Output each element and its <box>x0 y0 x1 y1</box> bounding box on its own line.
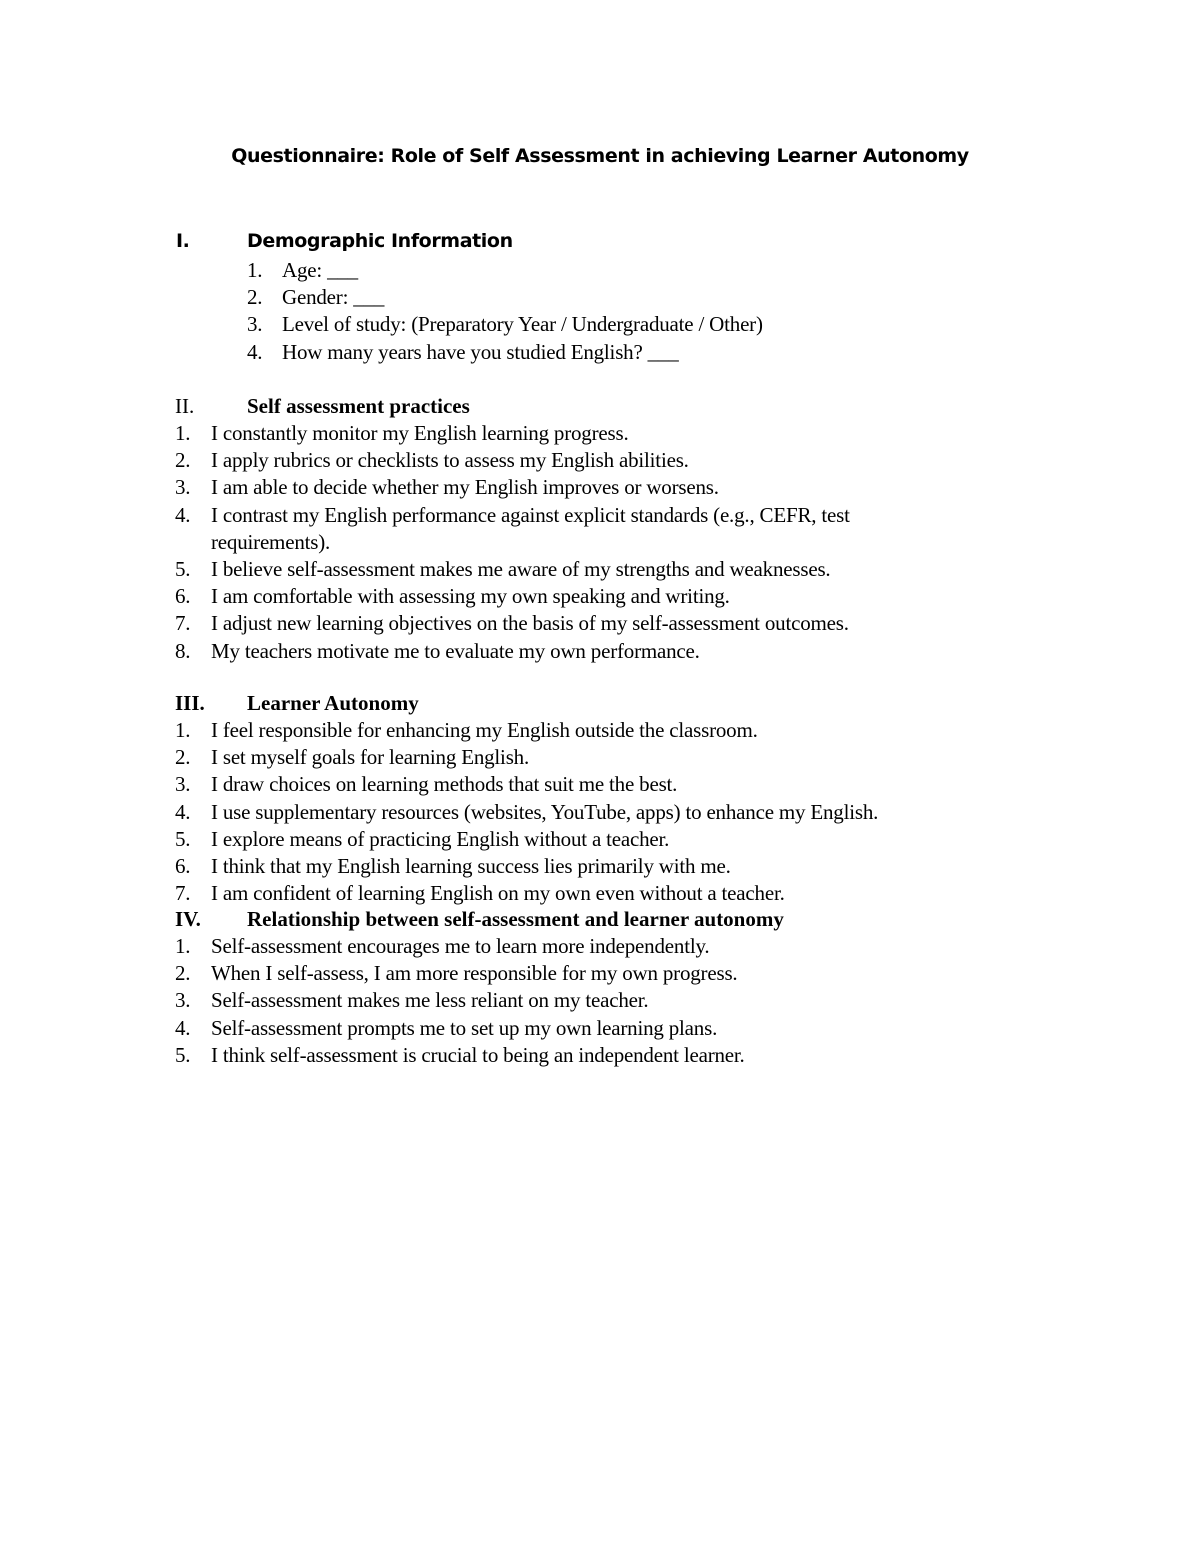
item-number: 5. <box>175 557 191 582</box>
item-text: Level of study: (Preparatory Year / Undergraduate / Other) <box>282 312 763 337</box>
list-item <box>247 257 763 284</box>
item-text: How many years have you studied English? ___ <box>282 339 679 364</box>
list-item <box>175 880 878 907</box>
item-number: 4. <box>247 339 263 364</box>
item-text: I constantly monitor my English learning progress. <box>211 421 629 445</box>
item-number: 7. <box>175 611 191 636</box>
list-item <box>247 284 763 311</box>
list-item <box>175 420 850 447</box>
item-text: I set myself goals for learning English. <box>211 745 530 770</box>
list-item <box>175 502 850 556</box>
list-item <box>247 311 763 338</box>
list-item <box>175 717 878 744</box>
list-item <box>175 987 745 1014</box>
page-title: Questionnaire: Role of Self Assessment in achieving Learner Autonomy <box>231 145 969 167</box>
section-4-number: IV. <box>175 907 201 931</box>
item-text: I apply rubrics or checklists to assess my English abilities. <box>211 448 689 473</box>
item-text: Self-assessment encourages me to learn more independently. <box>211 934 710 958</box>
section-2-heading: Self assessment practices <box>247 394 470 418</box>
item-number: 7. <box>175 881 191 906</box>
section-2-number: II. <box>175 394 195 418</box>
list-item <box>175 1015 745 1042</box>
list-item <box>175 771 878 798</box>
item-text: My teachers motivate me to evaluate my own performance. <box>211 638 700 663</box>
list-item <box>175 610 850 637</box>
item-number: 4. <box>175 502 191 527</box>
list-item <box>175 474 850 501</box>
list-item <box>175 744 878 771</box>
item-number: 5. <box>175 826 191 851</box>
list-item <box>175 583 850 610</box>
list-item <box>175 638 850 665</box>
section-1-heading: Demographic Information <box>247 230 513 252</box>
item-number: 2. <box>175 745 191 770</box>
section-2-list <box>175 420 850 665</box>
section-3-list <box>175 717 878 907</box>
item-number: 1. <box>175 718 191 742</box>
section-1-number: I. <box>176 230 190 252</box>
section-3-heading: Learner Autonomy <box>247 691 419 715</box>
item-text: I draw choices on learning methods that suit me the best. <box>211 772 678 797</box>
item-text: I adjust new learning objectives on the basis of my self-assessment outcomes. <box>211 611 849 636</box>
item-text: I contrast my English performance against explicit standards (e.g., CEFR, test <box>211 502 850 527</box>
list-item <box>175 447 850 474</box>
item-number: 3. <box>175 772 191 797</box>
item-number: 3. <box>247 312 263 337</box>
item-number: 8. <box>175 638 191 663</box>
item-number: 5. <box>175 1042 191 1067</box>
item-number: 2. <box>247 285 263 310</box>
item-number: 4. <box>175 799 191 824</box>
item-number: 6. <box>175 854 191 879</box>
list-item <box>175 933 745 960</box>
section-3-number: III. <box>175 691 205 715</box>
item-text: Self-assessment makes me less reliant on my teacher. <box>211 988 649 1013</box>
item-text: I think that my English learning success lies primarily with me. <box>211 854 731 879</box>
item-text: Gender: ___ <box>282 285 385 310</box>
item-number: 2. <box>175 961 191 986</box>
item-number: 2. <box>175 448 191 473</box>
list-item <box>175 960 745 987</box>
item-text: I am comfortable with assessing my own speaking and writing. <box>211 584 730 609</box>
item-text: I think self-assessment is crucial to being an independent learner. <box>211 1042 745 1067</box>
item-text: When I self-assess, I am more responsible for my own progress. <box>211 961 738 986</box>
item-number: 6. <box>175 584 191 609</box>
section-4-list <box>175 933 745 1069</box>
item-number: 3. <box>175 475 191 500</box>
list-item <box>175 853 878 880</box>
item-number: 4. <box>175 1015 191 1040</box>
item-text: I feel responsible for enhancing my English outside the classroom. <box>211 718 758 742</box>
item-text: Age: ___ <box>282 258 358 282</box>
item-number: 1. <box>175 934 191 958</box>
section-1-list <box>247 257 763 366</box>
item-text: I believe self-assessment makes me aware of my strengths and weaknesses. <box>211 557 831 582</box>
item-number: 1. <box>247 258 263 282</box>
item-text: I am able to decide whether my English improves or worsens. <box>211 475 719 500</box>
item-text: Self-assessment prompts me to set up my own learning plans. <box>211 1015 718 1040</box>
list-item <box>175 1042 745 1069</box>
item-text: I explore means of practicing English without a teacher. <box>211 826 670 851</box>
item-text: I am confident of learning English on my own even without a teacher. <box>211 881 785 906</box>
list-item <box>175 826 878 853</box>
item-number: 1. <box>175 421 191 445</box>
item-text-continuation: requirements). <box>211 529 331 554</box>
list-item <box>175 556 850 583</box>
list-item <box>247 339 763 366</box>
item-text: I use supplementary resources (websites, YouTube, apps) to enhance my English. <box>211 799 879 824</box>
section-4-heading: Relationship between self-assessment and learner autonomy <box>247 907 784 931</box>
list-item <box>175 799 878 826</box>
item-number: 3. <box>175 988 191 1013</box>
